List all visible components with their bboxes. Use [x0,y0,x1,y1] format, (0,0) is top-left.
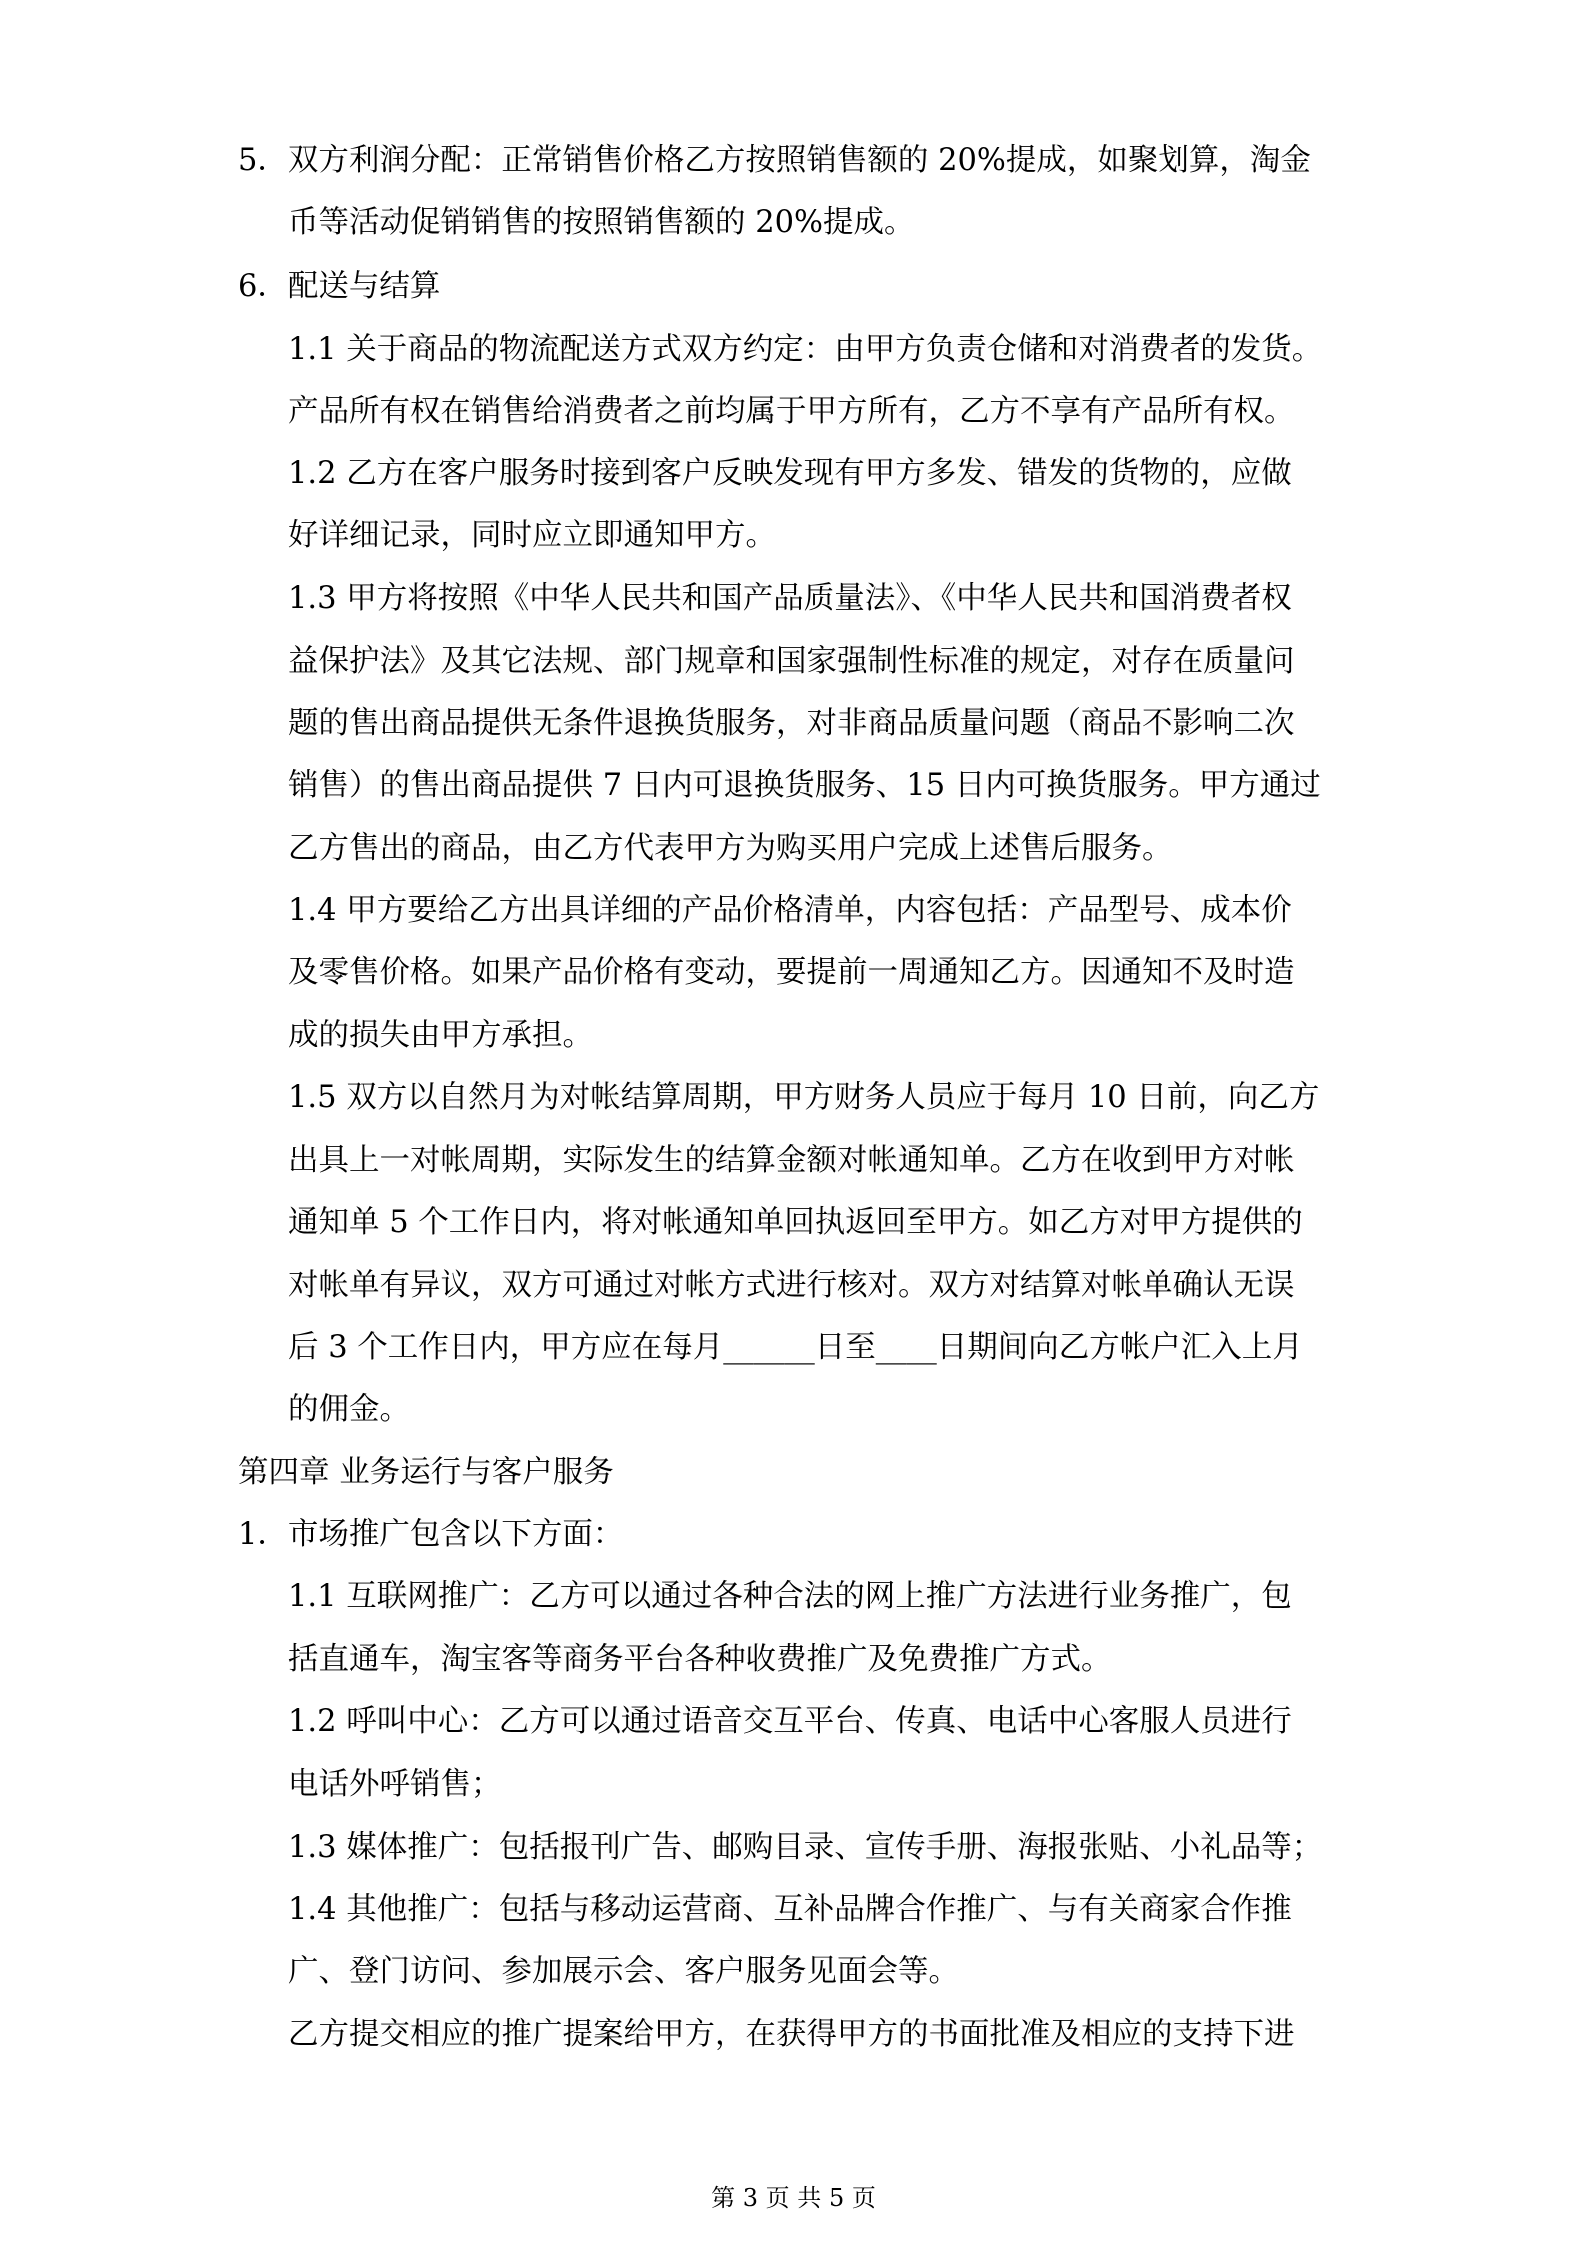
clause-1-5-line-1: 1.5 双方以自然月为对帐结算周期，甲方财务人员应于每月 10 日前，向乙方 [288,1080,1320,1115]
clause-1-4-line-1: 1.4 甲方要给乙方出具详细的产品价格清单，内容包括：产品型号、成本价 [288,893,1292,928]
clause-1-4-line-3: 成的损失由甲方承担。 [288,1018,593,1053]
clause-1-2-line-2: 好详细记录，同时应立即通知甲方。 [288,518,776,553]
clause-1-3-line-4: 销售）的售出商品提供 7 日内可退换货服务、15 日内可换货服务。甲方通过 [288,768,1321,803]
clause-1-1-line-2: 产品所有权在销售给消费者之前均属于甲方所有，乙方不享有产品所有权。 [288,394,1295,429]
clause-1-1-line-1: 1.1 关于商品的物流配送方式双方约定：由甲方负责仓储和对消费者的发货。 [288,332,1323,367]
promo-1-4-line-1: 1.4 其他推广：包括与移动运营商、互补品牌合作推广、与有关商家合作推 [288,1892,1292,1927]
promo-1-1-line-1: 1.1 互联网推广：乙方可以通过各种合法的网上推广方法进行业务推广，包 [288,1579,1292,1614]
clause-1-5-line-5: 后 3 个工作日内，甲方应在每月______日至____日期间向乙方帐户汇入上月 [288,1330,1303,1365]
page-number-footer: 第 3 页 共 5 页 [711,2184,876,2212]
item-1-heading: 1．市场推广包含以下方面： [238,1517,624,1552]
clause-1-3-line-1: 1.3 甲方将按照《中华人民共和国产品质量法》、《中华人民共和国消费者权 [288,581,1292,616]
item-5-line-1: 5．双方利润分配：正常销售价格乙方按照销售额的 20%提成，如聚划算，淘金 [238,143,1311,178]
clause-1-3-line-5: 乙方售出的商品，由乙方代表甲方为购买用户完成上述售后服务。 [288,831,1173,866]
clause-1-5-line-4: 对帐单有异议，双方可通过对帐方式进行核对。双方对结算对帐单确认无误 [288,1268,1295,1303]
clause-1-5-line-3: 通知单 5 个工作日内，将对帐通知单回执返回至甲方。如乙方对甲方提供的 [288,1205,1303,1240]
clause-1-3-line-3: 题的售出商品提供无条件退换货服务，对非商品质量问题（商品不影响二次 [288,706,1295,741]
promo-1-4-line-2: 广、登门访问、参加展示会、客户服务见面会等。 [288,1954,959,1989]
clause-1-4-line-2: 及零售价格。如果产品价格有变动，要提前一周通知乙方。因通知不及时造 [288,955,1295,990]
clause-1-3-line-2: 益保护法》及其它法规、部门规章和国家强制性标准的规定，对存在质量问 [288,644,1295,679]
item-5-line-2: 币等活动促销销售的按照销售额的 20%提成。 [288,205,915,240]
clause-1-5-line-2: 出具上一对帐周期，实际发生的结算金额对帐通知单。乙方在收到甲方对帐 [288,1143,1295,1178]
closing-paragraph-line-1: 乙方提交相应的推广提案给甲方，在获得甲方的书面批准及相应的支持下进 [288,2017,1295,2052]
chapter-4-heading: 第四章 业务运行与客户服务 [238,1455,614,1490]
clause-1-5-line-6: 的佣金。 [288,1392,410,1427]
promo-1-2-line-1: 1.2 呼叫中心：乙方可以通过语音交互平台、传真、电话中心客服人员进行 [288,1704,1292,1739]
item-6-heading: 6．配送与结算 [238,269,441,304]
promo-1-3-line-1: 1.3 媒体推广：包括报刊广告、邮购目录、宣传手册、海报张贴、小礼品等； [288,1830,1323,1865]
promo-1-1-line-2: 括直通车，淘宝客等商务平台各种收费推广及免费推广方式。 [288,1642,1112,1677]
promo-1-2-line-2: 电话外呼销售； [288,1767,502,1802]
clause-1-2-line-1: 1.2 乙方在客户服务时接到客户反映发现有甲方多发、错发的货物的，应做 [288,456,1292,491]
